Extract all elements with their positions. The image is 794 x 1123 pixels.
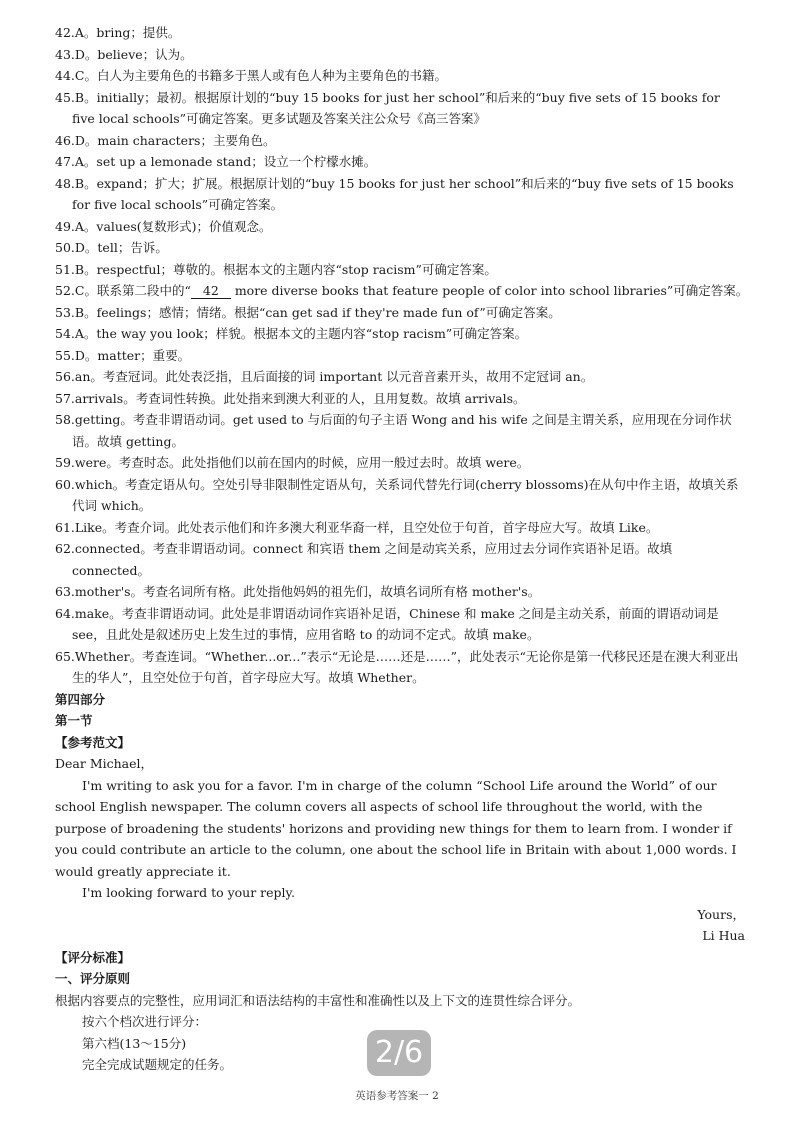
answer-42: 42.A。bring；提供。	[55, 25, 181, 40]
answer-52-post: more diverse books that feature people of color into school libraries”可确定答案。	[230, 283, 749, 298]
answer-58: 58.getting。考查非谓语动词。get used to 与后面的句子主语 Wong and his wife 之间是主谓关系，应用现在分词作状语。故填 getting。	[55, 412, 732, 449]
answer-57: 57.arrivals。考查词性转换。此处指来到澳大利亚的人，且用复数。故填 arrivals。	[55, 390, 526, 406]
part4-heading: 第四部分	[55, 691, 106, 707]
answer-content	[55, 22, 749, 1076]
answer-44: 44.C。白人为主要角色的书籍多于黑人或有色人种为主要角色的书籍。	[55, 68, 447, 83]
page-footer: 英语参考答案一 2	[355, 1090, 439, 1102]
answer-50: 50.D。tell；告诉。	[55, 240, 168, 255]
answer-63: 63.mother's。考查名词所有格。此处指他妈妈的祖先们，故填名词所有格 mother's。	[55, 584, 541, 599]
answer-62: 62.connected。考查非谓语动词。connect 和宾语 them 之间是动宾关系，应用过去分词作宾语补足语。故填 connected。	[55, 541, 673, 578]
answer-55: 55.D。matter；重要。	[55, 347, 191, 363]
answer-59: 59.were。考查时态。此处指他们以前在国内的时候，应用一般过去时。故填 were。	[55, 455, 530, 470]
answers-list-top	[55, 22, 749, 689]
answer-48: 48.B。expand；扩大；扩展。根据原计划的“buy 15 books for just her school”和后来的“buy five sets of 15 books for five local schools”可确定答案。	[55, 175, 734, 212]
grading-principle: 根据内容要点的完整性，应用词汇和语法结构的丰富性和准确性以及上下文的连贯性综合评分。	[55, 992, 581, 1008]
answer-65: 65.Whether。考查连词。“Whether...or...”表示“无论是……还是……”，此处表示“无论你是第一代移民还是在澳大利亚出生的华人”，且空处位于句首，首字母应大写。故填 Whether。	[55, 648, 739, 685]
answer-46: 46.D。main characters；主要角色。	[55, 132, 276, 148]
letter-closing: Yours，	[697, 906, 745, 922]
grading-level-6-desc: 完全完成试题规定的任务。	[82, 1057, 233, 1072]
answer-52-blank: 42	[191, 283, 231, 299]
letter-closing-paragraph: I'm looking forward to your reply.	[82, 885, 295, 900]
answer-52-pre: 52.C。联系第二段中的“	[55, 283, 191, 298]
answer-52	[55, 280, 749, 302]
answer-47: 47.A。set up a lemonade stand；设立一个柠檬水摊。	[55, 154, 377, 169]
letter-salutation: Dear Michael，	[55, 756, 154, 771]
grading-subheading: 一、评分原则	[55, 971, 131, 986]
page-indicator-badge: 2/6	[367, 1030, 431, 1076]
answer-56: 56.an。考查冠词。此处表泛指，且后面接的词 important 以元音音素开头，故用不定冠词 an。	[55, 369, 594, 384]
answer-54: 54.A。the way you look；样貌。根据本文的主题内容“stop racism”可确定答案。	[55, 326, 528, 341]
answer-53: 53.B。feelings；感情；情绪。根据“can get sad if they're made fun of”可确定答案。	[55, 304, 561, 320]
answer-61: 61.Like。考查介词。此处表示他们和许多澳大利亚华裔一样，且空处位于句首，首字母应大写。故填 Like。	[55, 519, 659, 535]
grading-levels-intro: 按六个档次进行评分：	[82, 1014, 208, 1029]
answer-49: 49.A。values(复数形式)；价值观念。	[55, 218, 272, 234]
answer-43: 43.D。believe；认为。	[55, 46, 193, 62]
answer-60: 60.which。考查定语从句。空处引导非限制性定语从句，关系词代替先行词(cherry blossoms)在从句中作主语，故填关系代词 which。	[55, 476, 739, 513]
answer-64: 64.make。考查非谓语动词。此处是非谓语动词作宾语补足语，Chinese 和 make 之间是主动关系，前面的谓语动词是 see，且此处是叙述历史上发生过的事情，应用省略 to 的动词不定式。故填 make。	[55, 605, 719, 642]
section1-heading: 第一节	[55, 713, 93, 728]
answer-45: 45.B。initially；最初。根据原计划的“buy 15 books for just her school”和后来的“buy five sets of 15 books for five local schools”可确定答案。更多试题及答案关注公众号《高三答案》	[55, 89, 720, 126]
grading-level-6: 第六档(13～15分)	[82, 1035, 187, 1051]
answer-51: 51.B。respectful；尊敬的。根据本文的主题内容“stop racism”可确定答案。	[55, 261, 497, 277]
letter-signature: Li Hua	[702, 928, 745, 943]
grading-label: 【评分标准】	[55, 949, 131, 965]
sample-label: 【参考范文】	[55, 734, 131, 750]
letter-body-paragraph: I'm writing to ask you for a favor. I'm in charge of the column “School Life around the World” of our school English newspaper. The column covers all aspects of school life throughout the world, with the purpose of broadening the students' horizons and providing new things for them to learn from. I wonder if you could contribute an article to the column, one about the school life in Britain with about 1,000 words. I would greatly appreciate it.	[55, 777, 737, 879]
